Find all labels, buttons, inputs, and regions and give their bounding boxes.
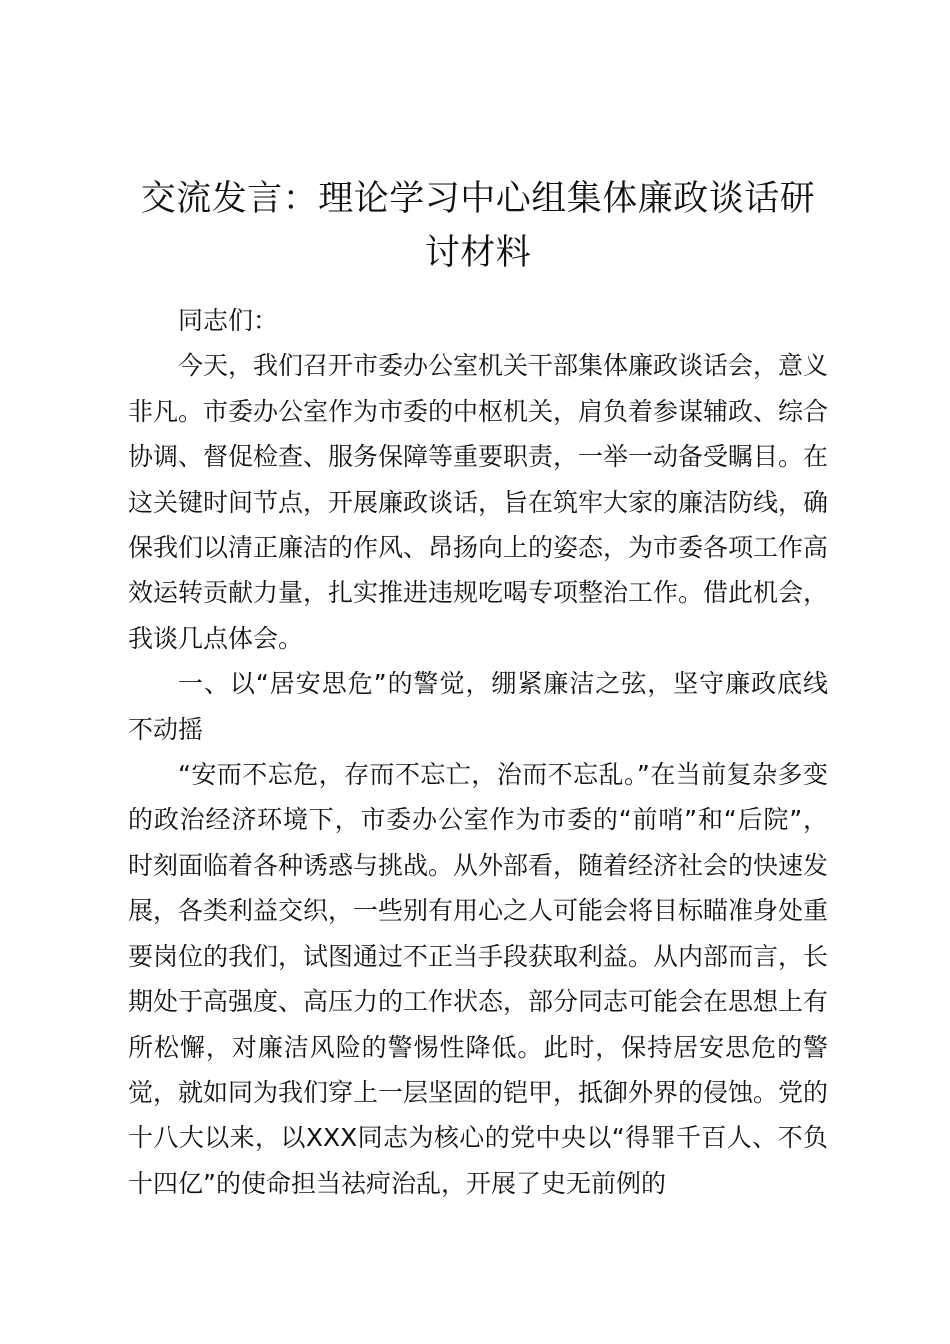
paragraph-intro: 今天，我们召开市委办公室机关干部集体廉政谈话会，意义非凡。市委办公室作为市委的中枢机关，肩负着参谋辅政、综合协调、督促检查、服务保障等重要职责，一举一动备受瞩目。在这关键时间节点，开展廉政谈话，旨在筑牢大家的廉洁防线，确保我们以清正廉洁的作风、昂扬向上的姿态，为市委各项工作高效运转贡献力量，扎实推进违规吃喝专项整治工作。借此机会，我谈几点体会。 — [128, 351, 829, 653]
document-body — [128, 298, 828, 1206]
document-title: 交流发言：理论学习中心组集体廉政谈话研讨材料 — [140, 179, 816, 273]
salutation: 同志们： — [178, 306, 279, 335]
paragraph-section-1: “安而不忘危，存而不忘亡，治而不忘乱。”在当前复杂多变的政治经济环境下，市委办公室作为市委的“前哨”和“后院”，时刻面临着各种诱惑与挑战。从外部看，随着经济社会的快速发展，各类利益交织，一些别有用心之人可能会将目标瞄准身处重要岗位的我们，试图通过不正当手段获取利益。从内部而言，长期处于高强度、高压力的工作状态，部分同志可能会在思想上有所松懈，对廉洁风险的警惕性降低。此时，保持居安思危的警觉，就如同为我们穿上一层坚固的铠甲，抵御外界的侵蚀。党的十八大以来，以XXX同志为核心的党中央以“得罪千百人、不负十四亿”的使命担当祛疴治乱，开展了史无前例的 — [128, 760, 829, 1198]
section-heading-1: 一、以“居安思危”的警觉，绷紧廉洁之弦，坚守廉政底线不动摇 — [128, 669, 828, 744]
document-content — [128, 172, 828, 1206]
